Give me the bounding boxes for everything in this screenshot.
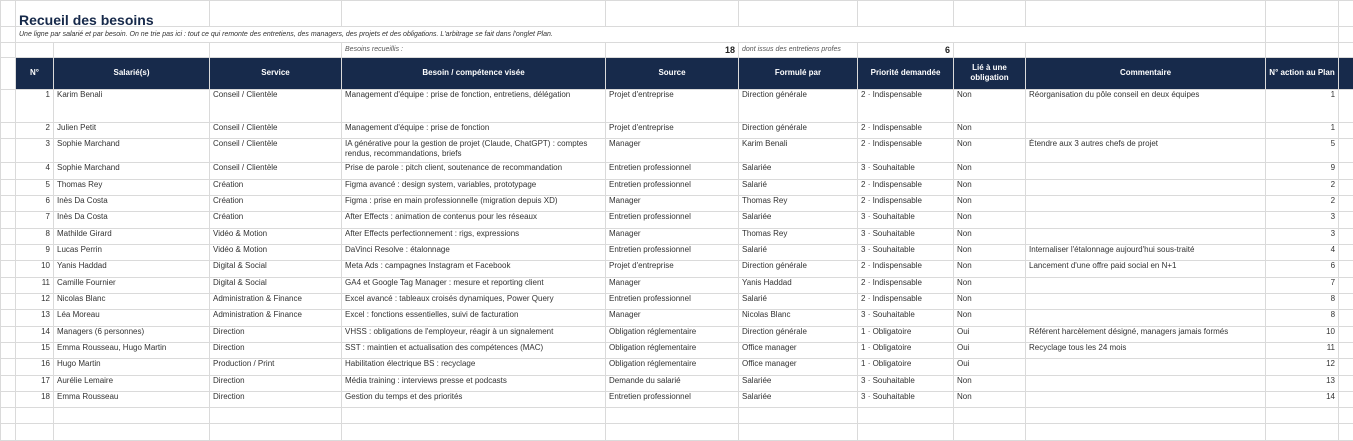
cell-empty[interactable] bbox=[210, 43, 342, 57]
row-obligation[interactable]: Non bbox=[954, 244, 1026, 260]
table-row bbox=[1, 310, 1353, 326]
row-obligation[interactable]: Non bbox=[954, 122, 1026, 138]
row-priority[interactable]: 1 · Obligatoire bbox=[858, 326, 954, 342]
row-employee[interactable]: Sophie Marchand bbox=[54, 163, 210, 179]
row-plan-action[interactable]: 1 bbox=[1266, 90, 1339, 123]
cell-empty[interactable] bbox=[1026, 1, 1266, 27]
cell-empty[interactable] bbox=[1, 375, 16, 391]
row-service[interactable]: Digital & Social bbox=[210, 277, 342, 293]
row-obligation[interactable]: Oui bbox=[954, 359, 1026, 375]
row-number[interactable]: 2 bbox=[16, 122, 54, 138]
cell-empty[interactable] bbox=[1, 310, 16, 326]
cell-empty[interactable] bbox=[606, 408, 739, 424]
empty-row bbox=[1, 408, 1353, 424]
table-row bbox=[1, 228, 1353, 244]
row-source[interactable]: Manager bbox=[606, 195, 739, 211]
col-header-plan-action[interactable]: N° action au Plan bbox=[1266, 57, 1339, 90]
row-source[interactable]: Manager bbox=[606, 139, 739, 163]
row-requested-by[interactable]: Office manager bbox=[739, 342, 858, 358]
cell-empty[interactable] bbox=[1, 179, 16, 195]
table-row bbox=[1, 179, 1353, 195]
row-comment[interactable] bbox=[1026, 277, 1266, 293]
row-comment[interactable] bbox=[1026, 310, 1266, 326]
sheet-subtitle[interactable]: Une ligne par salarié et par besoin. On ne trie pas ici : tout ce qui remonte des entretiens, des managers, des projets et des obligations. L'arbitrage se fait dans l'onglet Plan. bbox=[16, 27, 1266, 43]
col-header-need[interactable]: Besoin / compétence visée bbox=[342, 57, 606, 90]
row-need[interactable]: Média training : interviews presse et podcasts bbox=[342, 375, 606, 391]
row-priority[interactable]: 2 · Indispensable bbox=[858, 90, 954, 123]
row-comment[interactable]: Référent harcèlement désigné, managers jamais formés bbox=[1026, 326, 1266, 342]
row-requested-by[interactable]: Nicolas Blanc bbox=[739, 310, 858, 326]
row-need[interactable]: Management d'équipe : prise de fonction bbox=[342, 122, 606, 138]
row-plan-action[interactable]: 5 bbox=[1266, 139, 1339, 163]
row-number[interactable]: 3 bbox=[16, 139, 54, 163]
row-source[interactable]: Obligation réglementaire bbox=[606, 326, 739, 342]
cell-empty[interactable] bbox=[1339, 90, 1353, 123]
cell-empty[interactable] bbox=[606, 424, 739, 441]
col-header-obligation[interactable]: Lié à une obligation bbox=[954, 57, 1026, 90]
row-priority[interactable]: 2 · Indispensable bbox=[858, 277, 954, 293]
row-source[interactable]: Manager bbox=[606, 228, 739, 244]
row-number[interactable]: 7 bbox=[16, 212, 54, 228]
row-priority[interactable]: 2 · Indispensable bbox=[858, 293, 954, 309]
cell-empty[interactable] bbox=[342, 1, 606, 27]
row-source[interactable]: Entretien professionnel bbox=[606, 179, 739, 195]
row-service[interactable]: Conseil / Clientèle bbox=[210, 90, 342, 123]
cell-empty[interactable] bbox=[1, 43, 16, 57]
row-comment[interactable]: Étendre aux 3 autres chefs de projet bbox=[1026, 139, 1266, 163]
row-number[interactable]: 13 bbox=[16, 310, 54, 326]
row-number[interactable]: 12 bbox=[16, 293, 54, 309]
row-number[interactable]: 5 bbox=[16, 179, 54, 195]
row-obligation[interactable]: Non bbox=[954, 163, 1026, 179]
cell-empty[interactable] bbox=[1, 293, 16, 309]
row-source[interactable]: Projet d'entreprise bbox=[606, 90, 739, 123]
row-plan-action[interactable]: 7 bbox=[1266, 277, 1339, 293]
table-row bbox=[1, 277, 1353, 293]
row-requested-by[interactable]: Karim Benali bbox=[739, 139, 858, 163]
row-employee[interactable]: Inès Da Costa bbox=[54, 212, 210, 228]
row-comment[interactable]: Recyclage tous les 24 mois bbox=[1026, 342, 1266, 358]
cell-empty[interactable] bbox=[1339, 163, 1353, 179]
row-employee[interactable]: Emma Rousseau bbox=[54, 391, 210, 407]
row-service[interactable]: Vidéo & Motion bbox=[210, 244, 342, 260]
row-plan-action[interactable]: 8 bbox=[1266, 293, 1339, 309]
row-plan-action[interactable]: 14 bbox=[1266, 391, 1339, 407]
row-obligation[interactable]: Oui bbox=[954, 342, 1026, 358]
row-need[interactable]: Prise de parole : pitch client, soutenance de recommandation bbox=[342, 163, 606, 179]
cell-empty[interactable] bbox=[1, 212, 16, 228]
cell-empty[interactable] bbox=[16, 43, 54, 57]
row-source[interactable]: Demande du salarié bbox=[606, 375, 739, 391]
table-row bbox=[1, 391, 1353, 407]
cell-empty[interactable] bbox=[16, 424, 54, 441]
row-requested-by[interactable]: Salarié bbox=[739, 293, 858, 309]
row-number[interactable]: 14 bbox=[16, 326, 54, 342]
cell-empty[interactable] bbox=[1, 195, 16, 211]
row-service[interactable]: Direction bbox=[210, 391, 342, 407]
row-service[interactable]: Direction bbox=[210, 342, 342, 358]
row-need[interactable]: After Effects perfectionnement : rigs, expressions bbox=[342, 228, 606, 244]
row-source[interactable]: Manager bbox=[606, 277, 739, 293]
row-source[interactable]: Entretien professionnel bbox=[606, 163, 739, 179]
row-employee[interactable]: Karim Benali bbox=[54, 90, 210, 123]
row-obligation[interactable]: Non bbox=[954, 310, 1026, 326]
row-obligation[interactable]: Non bbox=[954, 195, 1026, 211]
row-employee[interactable]: Nicolas Blanc bbox=[54, 293, 210, 309]
row-service[interactable]: Création bbox=[210, 179, 342, 195]
cell-empty[interactable] bbox=[1339, 342, 1353, 358]
cell-empty[interactable] bbox=[1339, 179, 1353, 195]
row-priority[interactable]: 2 · Indispensable bbox=[858, 195, 954, 211]
cell-empty[interactable] bbox=[54, 424, 210, 441]
col-header-service[interactable]: Service bbox=[210, 57, 342, 90]
cell-empty[interactable] bbox=[1, 424, 16, 441]
cell-empty[interactable] bbox=[1339, 228, 1353, 244]
row-service[interactable]: Conseil / Clientèle bbox=[210, 163, 342, 179]
row-requested-by[interactable]: Salariée bbox=[739, 391, 858, 407]
cell-empty[interactable] bbox=[1026, 408, 1266, 424]
row-priority[interactable]: 3 · Souhaitable bbox=[858, 212, 954, 228]
interviews-label[interactable]: dont issus des entretiens profes bbox=[739, 43, 858, 57]
cell-empty[interactable] bbox=[1, 90, 16, 123]
row-requested-by[interactable]: Salarié bbox=[739, 244, 858, 260]
row-plan-action[interactable]: 2 bbox=[1266, 179, 1339, 195]
row-number[interactable]: 18 bbox=[16, 391, 54, 407]
row-priority[interactable]: 3 · Souhaitable bbox=[858, 391, 954, 407]
row-requested-by[interactable]: Direction générale bbox=[739, 261, 858, 277]
col-header-number[interactable]: N° bbox=[16, 57, 54, 90]
row-employee[interactable]: Managers (6 personnes) bbox=[54, 326, 210, 342]
row-source[interactable]: Obligation réglementaire bbox=[606, 359, 739, 375]
cell-empty[interactable] bbox=[54, 408, 210, 424]
cell-empty[interactable] bbox=[1, 27, 16, 43]
row-obligation[interactable]: Non bbox=[954, 293, 1026, 309]
row-need[interactable]: After Effects : animation de contenus pour les réseaux bbox=[342, 212, 606, 228]
row-obligation[interactable]: Non bbox=[954, 375, 1026, 391]
row-source[interactable]: Entretien professionnel bbox=[606, 293, 739, 309]
collected-value[interactable]: 18 bbox=[606, 43, 739, 57]
row-service[interactable]: Conseil / Clientèle bbox=[210, 139, 342, 163]
row-plan-action[interactable]: 9 bbox=[1266, 163, 1339, 179]
cell-empty[interactable] bbox=[342, 424, 606, 441]
row-source[interactable]: Manager bbox=[606, 310, 739, 326]
row-number[interactable]: 11 bbox=[16, 277, 54, 293]
table-row bbox=[1, 375, 1353, 391]
cell-empty[interactable] bbox=[1026, 43, 1266, 57]
row-service[interactable]: Direction bbox=[210, 326, 342, 342]
row-employee[interactable]: Sophie Marchand bbox=[54, 139, 210, 163]
row-requested-by[interactable]: Salariée bbox=[739, 212, 858, 228]
row-plan-action[interactable]: 3 bbox=[1266, 228, 1339, 244]
cell-empty[interactable] bbox=[1339, 27, 1353, 43]
cell-empty[interactable] bbox=[16, 408, 54, 424]
cell-empty[interactable] bbox=[1339, 244, 1353, 260]
cell-empty[interactable] bbox=[54, 43, 210, 57]
row-service[interactable]: Création bbox=[210, 195, 342, 211]
table-row bbox=[1, 90, 1353, 123]
sheet-title[interactable]: Recueil des besoins bbox=[16, 1, 210, 27]
row-plan-action[interactable]: 10 bbox=[1266, 326, 1339, 342]
row-obligation[interactable]: Non bbox=[954, 228, 1026, 244]
col-header-requested-by[interactable]: Formulé par bbox=[739, 57, 858, 90]
cell-empty[interactable] bbox=[739, 424, 858, 441]
cell-empty[interactable] bbox=[1339, 122, 1353, 138]
row-plan-action[interactable]: 13 bbox=[1266, 375, 1339, 391]
row-priority[interactable]: 3 · Souhaitable bbox=[858, 310, 954, 326]
row-service[interactable]: Direction bbox=[210, 375, 342, 391]
cell-empty[interactable] bbox=[1, 139, 16, 163]
row-need[interactable]: Excel avancé : tableaux croisés dynamiques, Power Query bbox=[342, 293, 606, 309]
row-requested-by[interactable]: Direction générale bbox=[739, 122, 858, 138]
row-obligation[interactable]: Non bbox=[954, 391, 1026, 407]
row-employee[interactable]: Yanis Haddad bbox=[54, 261, 210, 277]
row-obligation[interactable]: Non bbox=[954, 179, 1026, 195]
table-row bbox=[1, 195, 1353, 211]
row-obligation[interactable]: Non bbox=[954, 90, 1026, 123]
row-plan-action[interactable]: 6 bbox=[1266, 261, 1339, 277]
row-priority[interactable]: 3 · Souhaitable bbox=[858, 228, 954, 244]
row-need[interactable]: DaVinci Resolve : étalonnage bbox=[342, 244, 606, 260]
row-plan-action[interactable]: 12 bbox=[1266, 359, 1339, 375]
row-need[interactable]: Habilitation électrique BS : recyclage bbox=[342, 359, 606, 375]
cell-empty[interactable] bbox=[1, 163, 16, 179]
cell-empty[interactable] bbox=[1266, 408, 1339, 424]
row-priority[interactable]: 2 · Indispensable bbox=[858, 139, 954, 163]
row-employee[interactable]: Aurélie Lemaire bbox=[54, 375, 210, 391]
row-employee[interactable]: Inès Da Costa bbox=[54, 195, 210, 211]
cell-empty[interactable] bbox=[1339, 375, 1353, 391]
cell-empty[interactable] bbox=[1, 228, 16, 244]
cell-empty[interactable] bbox=[1, 359, 16, 375]
cell-empty[interactable] bbox=[1339, 326, 1353, 342]
row-plan-action[interactable]: 3 bbox=[1266, 212, 1339, 228]
cell-empty[interactable] bbox=[1339, 139, 1353, 163]
row-comment[interactable] bbox=[1026, 228, 1266, 244]
cell-empty[interactable] bbox=[1266, 1, 1339, 27]
row-employee[interactable]: Thomas Rey bbox=[54, 179, 210, 195]
row-need[interactable]: Excel : fonctions essentielles, suivi de facturation bbox=[342, 310, 606, 326]
row-service[interactable]: Digital & Social bbox=[210, 261, 342, 277]
row-comment[interactable] bbox=[1026, 359, 1266, 375]
row-priority[interactable]: 2 · Indispensable bbox=[858, 261, 954, 277]
cell-empty[interactable] bbox=[1, 408, 16, 424]
row-service[interactable]: Conseil / Clientèle bbox=[210, 122, 342, 138]
row-comment[interactable] bbox=[1026, 375, 1266, 391]
row-requested-by[interactable]: Office manager bbox=[739, 359, 858, 375]
row-employee[interactable]: Léa Moreau bbox=[54, 310, 210, 326]
row-comment[interactable]: Lancement d'une offre paid social en N+1 bbox=[1026, 261, 1266, 277]
row-comment[interactable] bbox=[1026, 122, 1266, 138]
cell-empty[interactable] bbox=[210, 424, 342, 441]
row-comment[interactable] bbox=[1026, 179, 1266, 195]
cell-empty[interactable] bbox=[1339, 43, 1353, 57]
row-priority[interactable]: 3 · Souhaitable bbox=[858, 163, 954, 179]
row-obligation[interactable]: Oui bbox=[954, 326, 1026, 342]
col-header-comment[interactable]: Commentaire bbox=[1026, 57, 1266, 90]
row-requested-by[interactable]: Thomas Rey bbox=[739, 228, 858, 244]
row-number[interactable]: 8 bbox=[16, 228, 54, 244]
cell-empty[interactable] bbox=[1266, 43, 1339, 57]
row-requested-by[interactable]: Yanis Haddad bbox=[739, 277, 858, 293]
cell-empty[interactable] bbox=[1339, 57, 1353, 90]
row-source[interactable]: Entretien professionnel bbox=[606, 391, 739, 407]
row-source[interactable]: Projet d'entreprise bbox=[606, 122, 739, 138]
cell-empty[interactable] bbox=[1266, 27, 1339, 43]
row-comment[interactable] bbox=[1026, 195, 1266, 211]
cell-empty[interactable] bbox=[858, 1, 954, 27]
row-number[interactable]: 16 bbox=[16, 359, 54, 375]
row-number[interactable]: 15 bbox=[16, 342, 54, 358]
cell-empty[interactable] bbox=[1339, 310, 1353, 326]
row-plan-action[interactable]: 2 bbox=[1266, 195, 1339, 211]
row-need[interactable]: IA générative pour la gestion de projet (Claude, ChatGPT) : comptes rendus, recommandations, briefs bbox=[342, 139, 606, 163]
cell-empty[interactable] bbox=[1, 1, 16, 27]
row-comment[interactable]: Réorganisation du pôle conseil en deux équipes bbox=[1026, 90, 1266, 123]
row-source[interactable]: Obligation réglementaire bbox=[606, 342, 739, 358]
table-row bbox=[1, 122, 1353, 138]
row-plan-action[interactable]: 11 bbox=[1266, 342, 1339, 358]
cell-empty[interactable] bbox=[1, 342, 16, 358]
row-requested-by[interactable]: Salarié bbox=[739, 179, 858, 195]
cell-empty[interactable] bbox=[1339, 195, 1353, 211]
row-employee[interactable]: Emma Rousseau, Hugo Martin bbox=[54, 342, 210, 358]
cell-empty[interactable] bbox=[1, 326, 16, 342]
cell-empty[interactable] bbox=[210, 1, 342, 27]
cell-empty[interactable] bbox=[1339, 424, 1353, 441]
cell-empty[interactable] bbox=[954, 1, 1026, 27]
row-obligation[interactable]: Non bbox=[954, 261, 1026, 277]
row-need[interactable]: Figma avancé : design system, variables, prototypage bbox=[342, 179, 606, 195]
table-row bbox=[1, 326, 1353, 342]
cell-empty[interactable] bbox=[342, 408, 606, 424]
cell-empty[interactable] bbox=[1339, 277, 1353, 293]
cell-empty[interactable] bbox=[1266, 424, 1339, 441]
cell-empty[interactable] bbox=[858, 424, 954, 441]
row-priority[interactable]: 1 · Obligatoire bbox=[858, 342, 954, 358]
cell-empty[interactable] bbox=[739, 408, 858, 424]
row-employee[interactable]: Mathilde Girard bbox=[54, 228, 210, 244]
table-row bbox=[1, 342, 1353, 358]
row-comment[interactable]: Internaliser l'étalonnage aujourd'hui sous-traité bbox=[1026, 244, 1266, 260]
row-requested-by[interactable]: Salariée bbox=[739, 375, 858, 391]
row-need[interactable]: Figma : prise en main professionnelle (migration depuis XD) bbox=[342, 195, 606, 211]
row-employee[interactable]: Julien Petit bbox=[54, 122, 210, 138]
table-row bbox=[1, 139, 1353, 163]
cell-empty[interactable] bbox=[1026, 424, 1266, 441]
row-source[interactable]: Projet d'entreprise bbox=[606, 261, 739, 277]
row-source[interactable]: Entretien professionnel bbox=[606, 244, 739, 260]
row-service[interactable]: Administration & Finance bbox=[210, 293, 342, 309]
row-number[interactable]: 9 bbox=[16, 244, 54, 260]
cell-empty[interactable] bbox=[1, 122, 16, 138]
row-service[interactable]: Création bbox=[210, 212, 342, 228]
cell-empty[interactable] bbox=[858, 408, 954, 424]
row-number[interactable]: 6 bbox=[16, 195, 54, 211]
cell-empty[interactable] bbox=[739, 1, 858, 27]
row-need[interactable]: VHSS : obligations de l'employeur, réagir à un signalement bbox=[342, 326, 606, 342]
row-need[interactable]: GA4 et Google Tag Manager : mesure et reporting client bbox=[342, 277, 606, 293]
col-header-employee[interactable]: Salarié(s) bbox=[54, 57, 210, 90]
row-number[interactable]: 1 bbox=[16, 90, 54, 123]
row-priority[interactable]: 2 · Indispensable bbox=[858, 179, 954, 195]
row-source[interactable]: Entretien professionnel bbox=[606, 212, 739, 228]
row-comment[interactable] bbox=[1026, 293, 1266, 309]
row-need[interactable]: SST : maintien et actualisation des compétences (MAC) bbox=[342, 342, 606, 358]
cell-empty[interactable] bbox=[1, 261, 16, 277]
row-comment[interactable] bbox=[1026, 391, 1266, 407]
row-employee[interactable]: Lucas Perrin bbox=[54, 244, 210, 260]
row-number[interactable]: 17 bbox=[16, 375, 54, 391]
row-priority[interactable]: 1 · Obligatoire bbox=[858, 359, 954, 375]
row-number[interactable]: 4 bbox=[16, 163, 54, 179]
row-priority[interactable]: 3 · Souhaitable bbox=[858, 244, 954, 260]
row-plan-action[interactable]: 8 bbox=[1266, 310, 1339, 326]
row-comment[interactable] bbox=[1026, 212, 1266, 228]
cell-empty[interactable] bbox=[1, 277, 16, 293]
cell-empty[interactable] bbox=[954, 408, 1026, 424]
cell-empty[interactable] bbox=[606, 1, 739, 27]
collected-label[interactable]: Besoins recueillis : bbox=[342, 43, 606, 57]
row-employee[interactable]: Hugo Martin bbox=[54, 359, 210, 375]
row-priority[interactable]: 2 · Indispensable bbox=[858, 122, 954, 138]
row-service[interactable]: Administration & Finance bbox=[210, 310, 342, 326]
cell-empty[interactable] bbox=[1339, 261, 1353, 277]
row-obligation[interactable]: Non bbox=[954, 139, 1026, 163]
row-comment[interactable] bbox=[1026, 163, 1266, 179]
row-requested-by[interactable]: Direction générale bbox=[739, 90, 858, 123]
table-row bbox=[1, 293, 1353, 309]
row-plan-action[interactable]: 4 bbox=[1266, 244, 1339, 260]
row-number[interactable]: 10 bbox=[16, 261, 54, 277]
table-row bbox=[1, 244, 1353, 260]
row-requested-by[interactable]: Direction générale bbox=[739, 326, 858, 342]
row-requested-by[interactable]: Salariée bbox=[739, 163, 858, 179]
row-need[interactable]: Management d'équipe : prise de fonction, entretiens, délégation bbox=[342, 90, 606, 123]
row-requested-by[interactable]: Thomas Rey bbox=[739, 195, 858, 211]
row-need[interactable]: Gestion du temps et des priorités bbox=[342, 391, 606, 407]
cell-empty[interactable] bbox=[1, 391, 16, 407]
empty-row bbox=[1, 424, 1353, 441]
table-row bbox=[1, 359, 1353, 375]
row-service[interactable]: Vidéo & Motion bbox=[210, 228, 342, 244]
interviews-value[interactable]: 6 bbox=[858, 43, 954, 57]
cell-empty[interactable] bbox=[1339, 212, 1353, 228]
table-row bbox=[1, 163, 1353, 179]
cell-empty[interactable] bbox=[1339, 293, 1353, 309]
cell-empty[interactable] bbox=[954, 424, 1026, 441]
row-obligation[interactable]: Non bbox=[954, 212, 1026, 228]
cell-empty[interactable] bbox=[210, 408, 342, 424]
col-header-source[interactable]: Source bbox=[606, 57, 739, 90]
table-row bbox=[1, 261, 1353, 277]
row-service[interactable]: Production / Print bbox=[210, 359, 342, 375]
cell-empty[interactable] bbox=[1339, 359, 1353, 375]
row-plan-action[interactable]: 1 bbox=[1266, 122, 1339, 138]
row-employee[interactable]: Camille Fournier bbox=[54, 277, 210, 293]
row-priority[interactable]: 3 · Souhaitable bbox=[858, 375, 954, 391]
col-header-priority[interactable]: Priorité demandée bbox=[858, 57, 954, 90]
row-need[interactable]: Meta Ads : campagnes Instagram et Facebook bbox=[342, 261, 606, 277]
cell-empty[interactable] bbox=[1339, 391, 1353, 407]
cell-empty[interactable] bbox=[954, 43, 1026, 57]
row-obligation[interactable]: Non bbox=[954, 277, 1026, 293]
cell-empty[interactable] bbox=[1339, 408, 1353, 424]
cell-empty[interactable] bbox=[1339, 1, 1353, 27]
cell-empty[interactable] bbox=[1, 244, 16, 260]
cell-empty[interactable] bbox=[1, 57, 16, 90]
table-row bbox=[1, 212, 1353, 228]
